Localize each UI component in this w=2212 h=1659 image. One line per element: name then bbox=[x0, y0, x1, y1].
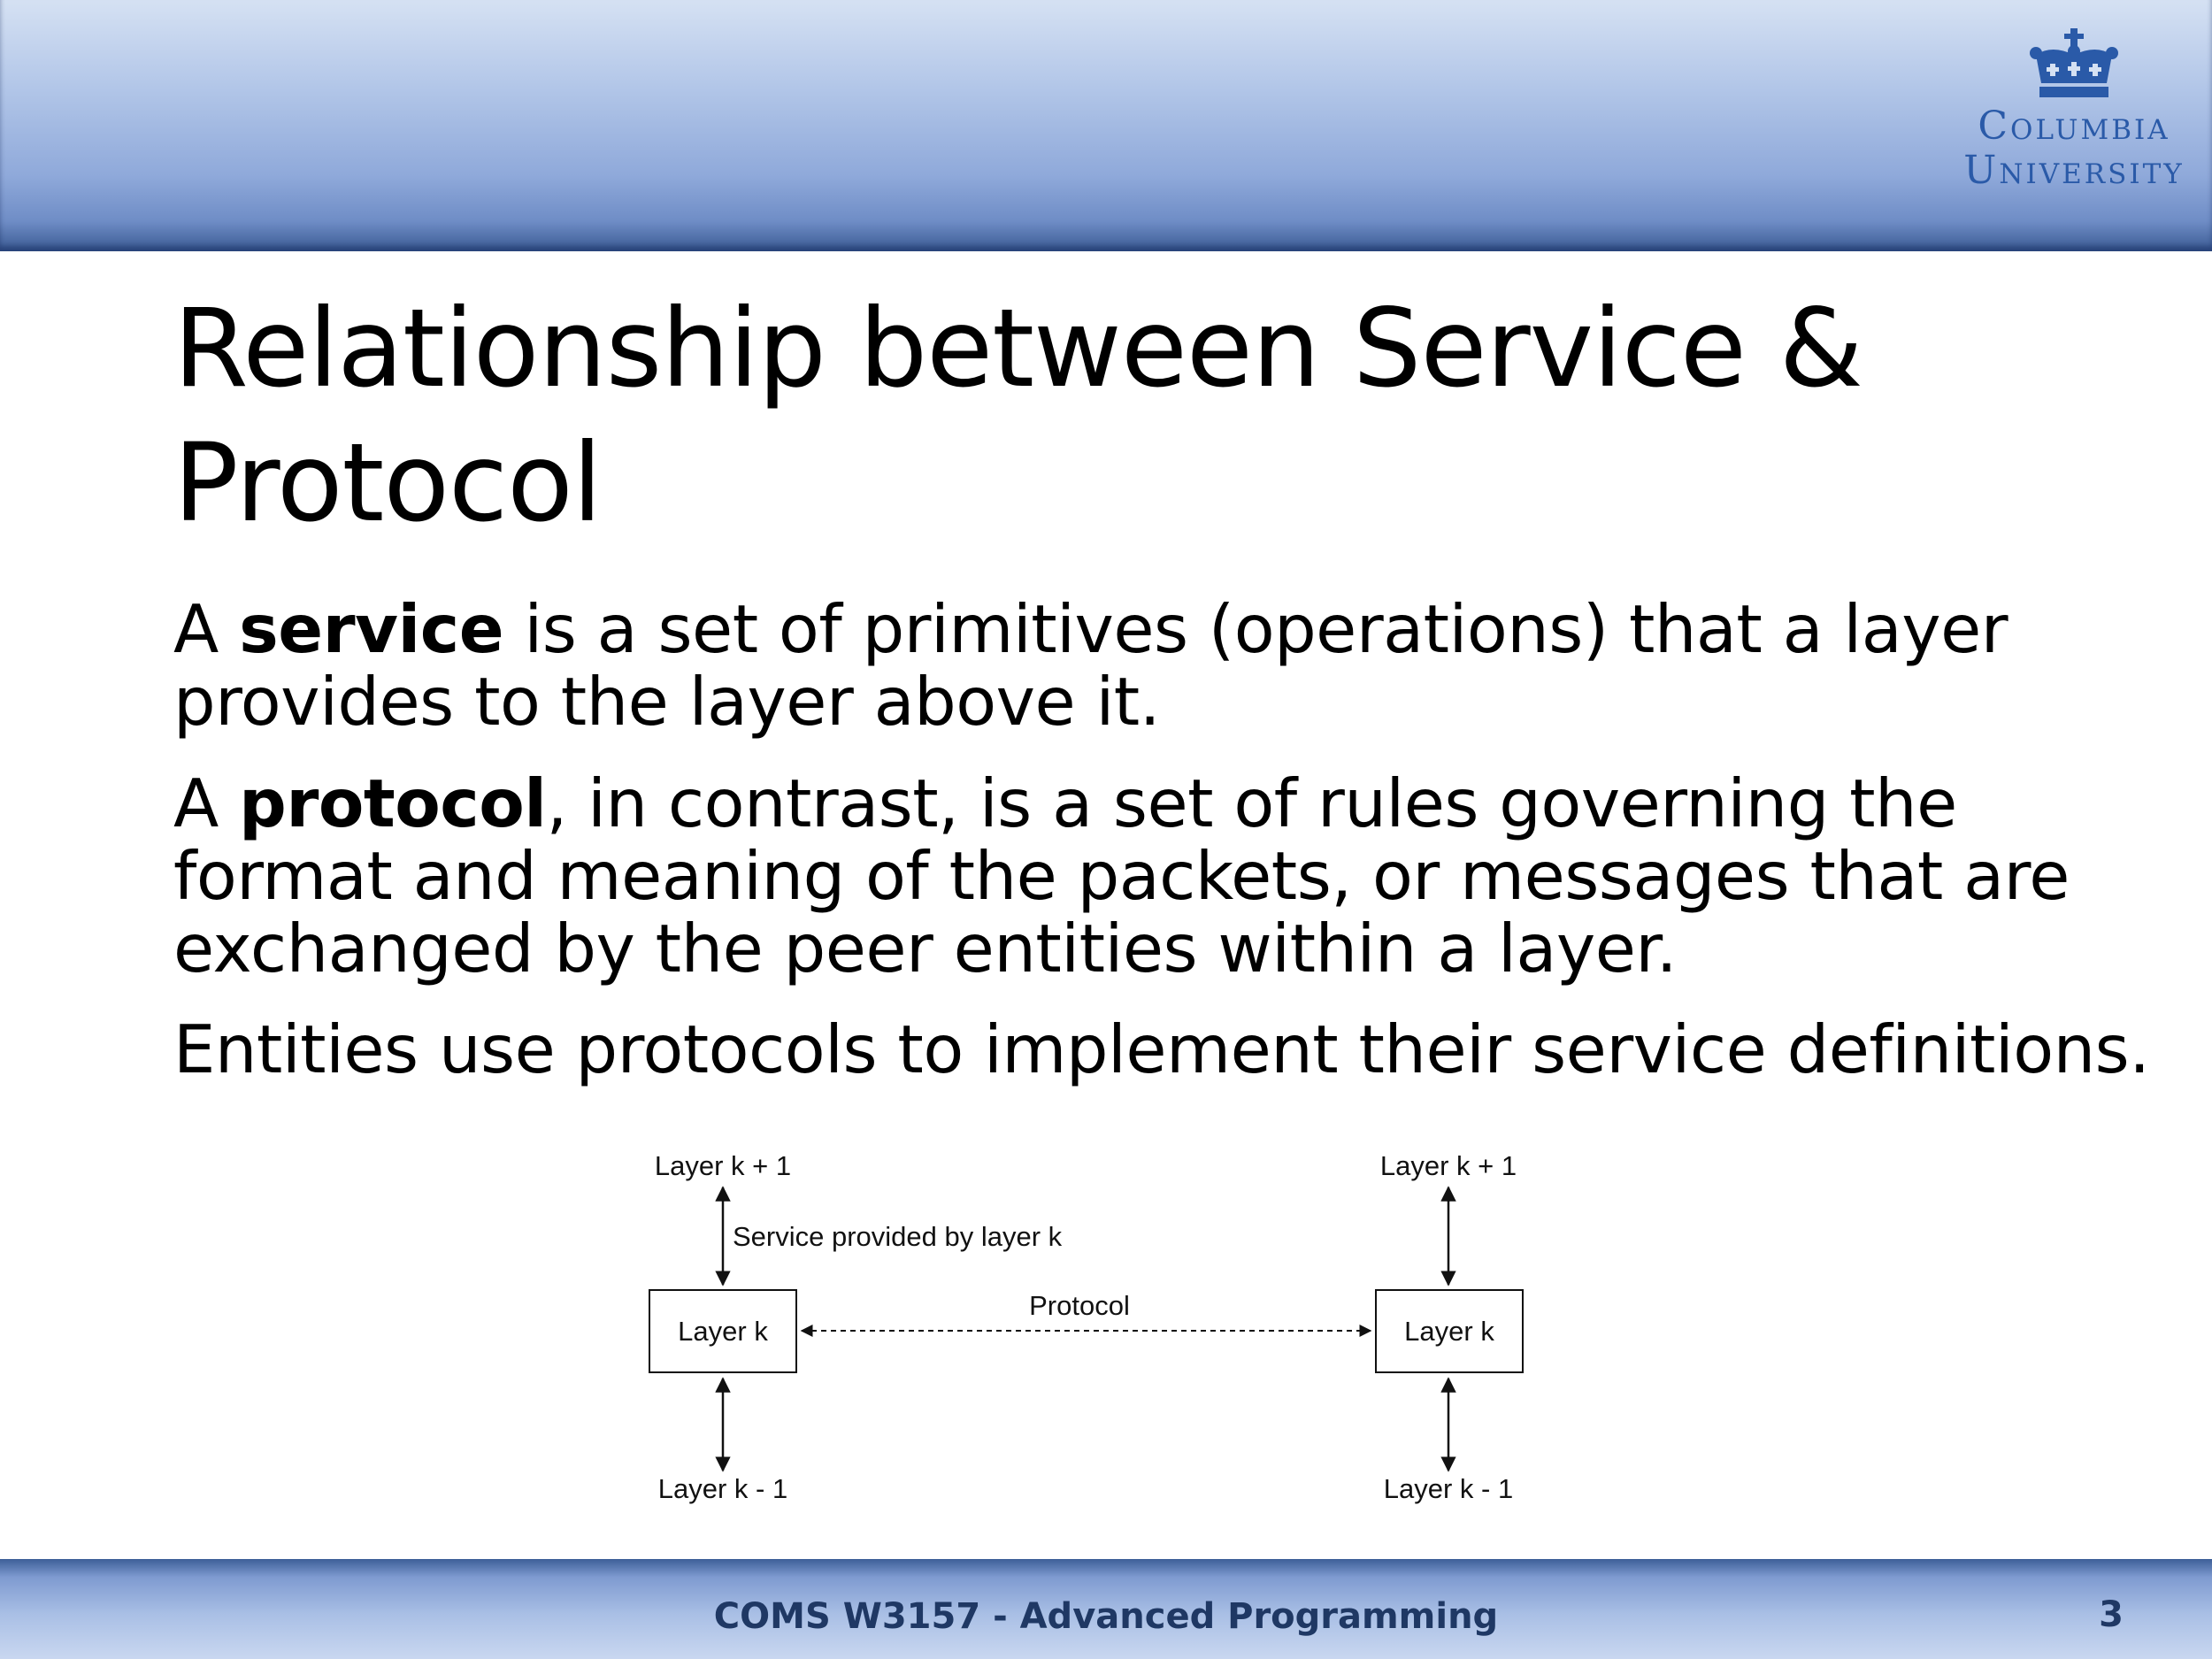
term-protocol: protocol bbox=[239, 764, 547, 842]
right-layer-above-label: Layer k + 1 bbox=[1379, 1150, 1517, 1181]
text-segment: A bbox=[173, 590, 240, 668]
header-banner bbox=[0, 0, 2212, 251]
protocol-label: Protocol bbox=[1029, 1290, 1130, 1321]
right-layer-below-label: Layer k - 1 bbox=[1383, 1473, 1514, 1504]
paragraph-entities: Entities use protocols to implement their service definitions. bbox=[173, 1010, 2150, 1088]
paragraph-service bbox=[173, 590, 2155, 741]
layer-diagram bbox=[619, 1141, 1548, 1522]
right-layer-label: Layer k bbox=[1404, 1316, 1494, 1347]
page-number: 3 bbox=[2099, 1594, 2124, 1635]
crown-icon bbox=[2025, 28, 2123, 104]
logo-line-2: University bbox=[1963, 148, 2185, 193]
footer-course-title: COMS W3157 - Advanced Programming bbox=[713, 1596, 1499, 1637]
paragraph-protocol bbox=[173, 764, 2155, 987]
text-segment: is a set of primitives (operations) that a layer provides to the layer above it. bbox=[173, 590, 2008, 741]
text-segment: , in contrast, is a set of rules governing the format and meaning of the packets, or messages that are exchanged by the peer entities within a layer. bbox=[173, 764, 2070, 987]
logo-line-1: Columbia bbox=[1978, 104, 2170, 149]
service-label: Service provided by layer k bbox=[733, 1221, 1063, 1252]
left-layer-above-label: Layer k + 1 bbox=[654, 1150, 792, 1181]
slide-title: Relationship between Service & Protocol bbox=[173, 286, 1863, 546]
text-segment: A bbox=[173, 764, 240, 842]
columbia-logo bbox=[1941, 28, 2207, 193]
left-layer-below-label: Layer k - 1 bbox=[657, 1473, 788, 1504]
left-layer-label: Layer k bbox=[678, 1316, 768, 1347]
term-service: service bbox=[239, 590, 504, 668]
